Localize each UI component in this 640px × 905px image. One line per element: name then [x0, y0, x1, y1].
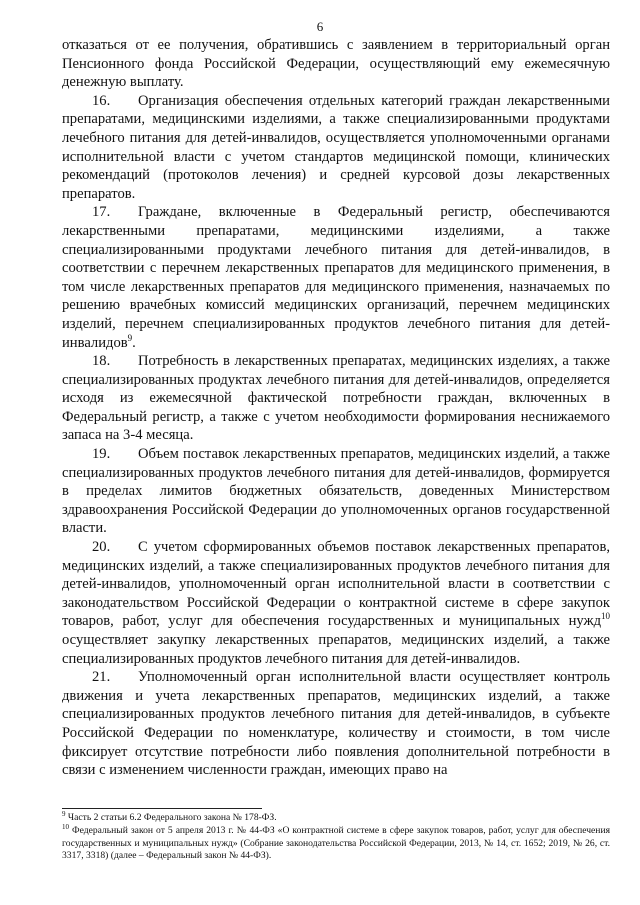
document-body: [62, 36, 610, 780]
paragraph-16: [62, 92, 610, 204]
paragraph-number: 19.: [92, 446, 111, 463]
paragraph-text-end: .: [132, 334, 136, 351]
paragraph-20: [62, 538, 610, 668]
footnote-9: [62, 809, 610, 824]
footnote-reference: 9: [127, 332, 133, 343]
footnote-divider: [62, 808, 262, 809]
paragraph-21: [62, 668, 610, 780]
paragraph-text: Объем поставок лекарственных препаратов, медицинских изделий, а также специализированных продуктов лечебного питания для детей-инвалидов, формируется в пределах лимитов бюджетных обязательств, доведенных Министерством здравоохранения Российской Федерации до уполномоченных органов государственной власти.: [62, 446, 610, 537]
footnote-marker: 9: [62, 809, 66, 818]
lead-paragraph: отказаться от ее получения, обратившись с заявлением в территориальный орган Пенсионного фонда Российской Федерации, осуществляющий ему ежемесячную денежную выплату.: [62, 37, 610, 91]
paragraph-number: 17.: [92, 204, 111, 221]
paragraph-17: [62, 203, 610, 352]
footnote-10: [62, 825, 610, 862]
paragraph-number: 20.: [92, 539, 111, 556]
paragraph-text: Организация обеспечения отдельных категорий граждан лекарственными препаратами, медицинскими изделиями, а также специализированными продуктами лечебного питания для детей-инвалидов, осуществляется уполномоченными органами исполнительной власти с учетом стандартов медицинской помощи, клинических рекомендаций (протоколов лечения) и средней курсовой дозы лекарственных препаратов.: [62, 92, 610, 202]
footnote-text: Часть 2 статьи 6.2 Федерального закона № 178-ФЗ.: [67, 812, 277, 823]
paragraph-number: 21.: [92, 669, 111, 686]
paragraph-18: [62, 352, 610, 445]
footnote-marker: 10: [62, 823, 69, 832]
footnote-reference: 10: [601, 611, 610, 622]
paragraph-text: Граждане, включенные в Федеральный регистр, обеспечиваются лекарственными препаратами, медицинскими изделиями, а также специализированными продуктами лечебного питания для детей-инвалидов, в соответствии с перечнем лекарственных препаратов для медицинского применения, в том числе лекарственных препаратов для медицинского применения, назначаемых по решению врачебных комиссий медицинских организаций, перечнем медицинских изделий, перечнем специализированных продуктов лечебного питания для детей-инвалидов: [62, 204, 610, 351]
footnote-text: Федеральный закон от 5 апреля 2013 г. № 44-ФЗ «О контрактной системе в сфере закупок товаров, работ, услуг для обеспечения государственных и муниципальных нужд» (Собрание законодательства Российской Федерации, 2013, № 14, ст. 1652; 2019, № 26, ст. 3317, 3318) (далее – Федеральный закон № 44-ФЗ).: [62, 825, 610, 862]
paragraph-text-end: осуществляет закупку лекарственных препаратов, медицинских изделий, а также специализированных продуктов лечебного питания для детей-инвалидов.: [62, 632, 610, 667]
paragraph-text: С учетом сформированных объемов поставок лекарственных препаратов, медицинских изделий, а также специализированных продуктов лечебного питания для детей-инвалидов, уполномоченный орган исполнительной власти в соответствии с законодательством Российской Федерации о контрактной системе в сфере закупок товаров, работ, услуг для обеспечения государственных и муниципальных нужд: [62, 539, 610, 630]
paragraph-number: 16.: [92, 92, 111, 109]
paragraph-number: 18.: [92, 353, 111, 370]
paragraph-19: [62, 445, 610, 538]
page-number: 6: [316, 19, 324, 34]
paragraph-text: Потребность в лекарственных препаратах, медицинских изделиях, а также специализированных продуктах лечебного питания для детей-инвалидов, определяется исходя из ежемесячной фактической потребности граждан, включенных в Федеральный регистр, а также с учетом необходимости формирования неснижаемого запаса на 3-4 месяца.: [62, 353, 610, 444]
paragraph-text: Уполномоченный орган исполнительной власти осуществляет контроль движения и учета лекарственных препаратов, медицинских изделий, а также специализированных продуктов лечебного питания для детей-инвалидов, в субъекте Российской Федерации по номенклатуре, количеству и стоимости, в том числе фиксирует отсутствие потребности либо появления дополнительной потребности в связи с изменением численности граждан, имеющих право на: [62, 669, 610, 779]
footnotes: [62, 809, 610, 864]
